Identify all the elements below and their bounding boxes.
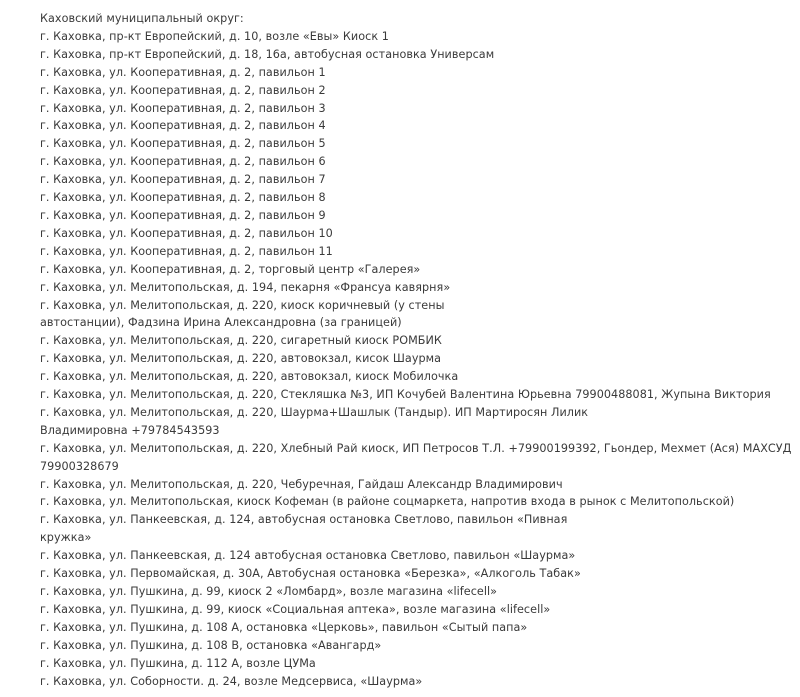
address-line: г. Каховка, ул. Первомайская, д. 30А, Автобусная остановка «Березка», «Алкоголь Табак» xyxy=(40,567,581,581)
address-line: г. Каховка, ул. Мелитопольская, д. 194, пекарня «Франсуа кавярня» xyxy=(40,280,451,294)
address-line: 79900328679 xyxy=(40,459,119,473)
address-line: г. Каховка, ул. Кооперативная, д. 2, павильон 6 xyxy=(40,155,326,169)
address-line: г. Каховка, ул. Мелитопольская, д. 220, Хлебный Рай киоск, ИП Петросов Т.Л. +79900199392, Гьондер, Мехмет (Ася) МАХСУД xyxy=(40,441,792,455)
address-line: г. Каховка, ул. Кооперативная, д. 2, павильон 9 xyxy=(40,208,326,222)
address-line: г. Каховка, ул. Кооперативная, д. 2, павильон 2 xyxy=(40,83,326,97)
address-line: г. Каховка, ул. Мелитопольская, киоск Кофеман (в районе соцмаркета, напротив входа в рынок с Мелитопольской) xyxy=(40,495,735,509)
address-line: г. Каховка, ул. Мелитопольская, д. 220, автовокзал, киоск Мобилочка xyxy=(40,370,459,384)
address-line: г. Каховка, ул. Мелитопольская, д. 220, Шаурма+Шашлык (Тандыр). ИП Мартиросян Лилик xyxy=(40,405,589,419)
address-line: кружка» xyxy=(40,531,92,545)
address-line: г. Каховка, ул. Кооперативная, д. 2, павильон 7 xyxy=(40,173,326,187)
address-line: г. Каховка, ул. Мелитопольская, д. 220, Стекляшка №3, ИП Кочубей Валентина Юрьевна 79900488081, Жупына Виктория xyxy=(40,388,771,402)
address-line: г. Каховка, ул. Мелитопольская, д. 220, сигаретный киоск РОМБИК xyxy=(40,334,442,348)
address-line: г. Каховка, ул. Кооперативная, д. 2, торговый центр «Галерея» xyxy=(40,262,421,276)
address-line: г. Каховка, ул. Кооперативная, д. 2, павильон 5 xyxy=(40,137,326,151)
address-line: г. Каховка, ул. Пушкина, д. 108 А, остановка «Церковь», павильон «Сытый папа» xyxy=(40,620,528,634)
address-line: г. Каховка, пр-кт Европейский, д. 18, 16а, автобусная остановка Универсам xyxy=(40,47,495,61)
address-line: г. Каховка, ул. Кооперативная, д. 2, павильон 8 xyxy=(40,191,326,205)
address-line: Владимировна +79784543593 xyxy=(40,423,220,437)
address-line: г. Каховка, ул. Панкеевская, д. 124 автобусная остановка Светлово, павильон «Шаурма» xyxy=(40,549,576,563)
address-line: г. Каховка, ул. Мелитопольская, д. 220, Чебуречная, Гайдаш Александр Владимирович xyxy=(40,477,563,491)
address-line: г. Каховка, ул. Кооперативная, д. 2, павильон 3 xyxy=(40,101,326,115)
section-heading: Каховский муниципальный округ: xyxy=(40,12,244,25)
address-line: г. Каховка, ул. Мелитопольская, д. 220, киоск коричневый (у стены xyxy=(40,298,445,312)
document-body xyxy=(40,10,792,690)
address-line: г. Каховка, ул. Пушкина, д. 108 В, остановка «Авангард» xyxy=(40,638,382,652)
address-list xyxy=(40,28,792,691)
address-line: г. Каховка, ул. Мелитопольская, д. 220, автовокзал, кисок Шаурма xyxy=(40,352,442,366)
address-line: г. Каховка, ул. Кооперативная, д. 2, павильон 10 xyxy=(40,226,333,240)
address-line: г. Каховка, ул. Пушкина, д. 99, киоск «Социальная аптека», возле магазина «lifecell» xyxy=(40,602,551,616)
address-line: г. Каховка, ул. Пушкина, д. 112 А, возле ЦУМа xyxy=(40,656,316,670)
address-line: г. Каховка, ул. Кооперативная, д. 2, павильон 11 xyxy=(40,244,333,258)
address-line: г. Каховка, ул. Пушкина, д. 99, киоск 2 «Ломбард», возле магазина «lifecell» xyxy=(40,585,498,598)
address-line: г. Каховка, ул. Кооперативная, д. 2, павильон 4 xyxy=(40,119,326,133)
address-line: автостанции), Фадзина Ирина Александровна (за границей) xyxy=(40,316,402,330)
address-line: г. Каховка, ул. Панкеевская, д. 124, автобусная остановка Светлово, павильон «Пивная xyxy=(40,513,568,527)
address-line: г. Каховка, ул. Кооперативная, д. 2, павильон 1 xyxy=(40,65,326,79)
address-line: г. Каховка, пр-кт Европейский, д. 10, возле «Евы» Киоск 1 xyxy=(40,29,389,43)
address-line: г. Каховка, ул. Соборности. д. 24, возле Медсервиса, «Шаурма» xyxy=(40,674,423,688)
